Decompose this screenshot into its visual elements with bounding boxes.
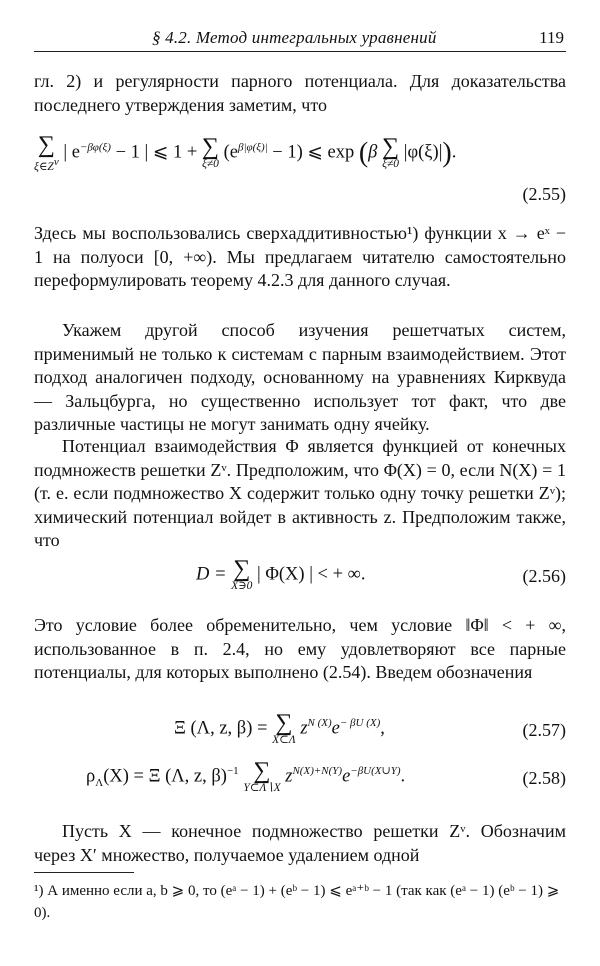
running-header: [34, 26, 566, 52]
equation-2-56: D = ∑ X∋0 | Φ(X) | < + ∞.: [196, 556, 366, 592]
equation-2-57: Ξ (Λ, z, β) = ∑ X⊂Λ $z^{N (X)}e^{- \beta U (X)}$,: [174, 710, 385, 746]
paragraph-1: гл. 2) и регулярности парного потенциала. Для доказательства последнего утверждения заметим, что: [34, 71, 566, 115]
paragraph-3: Укажем другой способ изучения решетчатых систем, применимый не только к системам с парным взаимодействием. Этот подход аналогичен подходу, основанному на уравнениях Кирквуда — Зальцбурга, но существенно использует тот факт, что две различные частицы не могут занимать одну ячейку.: [34, 320, 566, 435]
equation-number: (2.55): [522, 184, 566, 204]
footnote-rule: [34, 872, 134, 873]
sum-symbol: ∑ X⊂Λ: [272, 710, 296, 746]
paragraph-6: Пусть X — конечное подмножество решетки Zᵛ. Обозначим через X′ множество, получаемое удалением одной: [34, 821, 566, 865]
sum-symbol: ∑ X∋0: [231, 556, 253, 592]
equation-number: (2.56): [522, 566, 566, 586]
section-title: § 4.2. Метод интегральных уравнений: [152, 28, 437, 47]
sum-symbol: ∑ Y⊂Λ∖X: [243, 758, 281, 794]
equation-number: (2.57): [522, 720, 566, 740]
equation-2-55: ∑ $\xi\in Z^\nu$ | $e^{-\beta\varphi(\xi)} - 1$ | ⩽ 1 + ∑ ξ≠0 $(e^{\beta|\varphi(\xi)|} - 1)$ ⩽ exp (β ∑ ξ≠0 |φ(ξ)|).: [34, 132, 457, 173]
equation-2-58: $\rho_\Lambda(X) = \Xi$ (Λ, z, β)$^{-1}$ ∑ Y⊂Λ∖X $z^{N(X)+N(Y)}e^{-\beta U(X\cup Y)}$.: [86, 758, 406, 794]
header-rule: [34, 51, 566, 52]
paragraph-4: Потенциал взаимодействия Φ является функцией от конечных подмножеств решетки Zᵛ. Предположим, что Φ(X) = 0, если N(X) = 1 (т. е. если подмножество X содержит только одну точку решетки Zᵛ); химический потенциал войдет в активность z. Предположим также, что: [34, 436, 566, 551]
sum-symbol: ∑ $\xi\in Z^\nu$: [34, 132, 59, 173]
footnote: ¹) А именно если a, b ⩾ 0, то (eᵃ − 1) + (eᵇ − 1) ⩽ eᵃ⁺ᵇ − 1 (так как (eᵃ − 1) (eᵇ − 1) ⩾ 0).: [34, 883, 560, 921]
sum-symbol: ∑ ξ≠0: [201, 134, 219, 171]
page-number: 119: [539, 28, 564, 47]
paragraph-2: Здесь мы воспользовались сверхаддитивностью¹) функции x → eˣ − 1 на полуоси [0, +∞). Мы предлагаем читателю самостоятельно переформулировать теорему 4.2.3 для данного случая.: [34, 223, 566, 291]
paragraph-5: Это условие более обременительно, чем условие ‖Φ‖ < + ∞, использованное в п. 2.4, но ему удовлетворяют все парные потенциалы, для которых выполнено (2.54). Введем обозначения: [34, 615, 566, 683]
sum-symbol: ∑ ξ≠0: [382, 134, 400, 171]
equation-number: (2.58): [522, 768, 566, 788]
